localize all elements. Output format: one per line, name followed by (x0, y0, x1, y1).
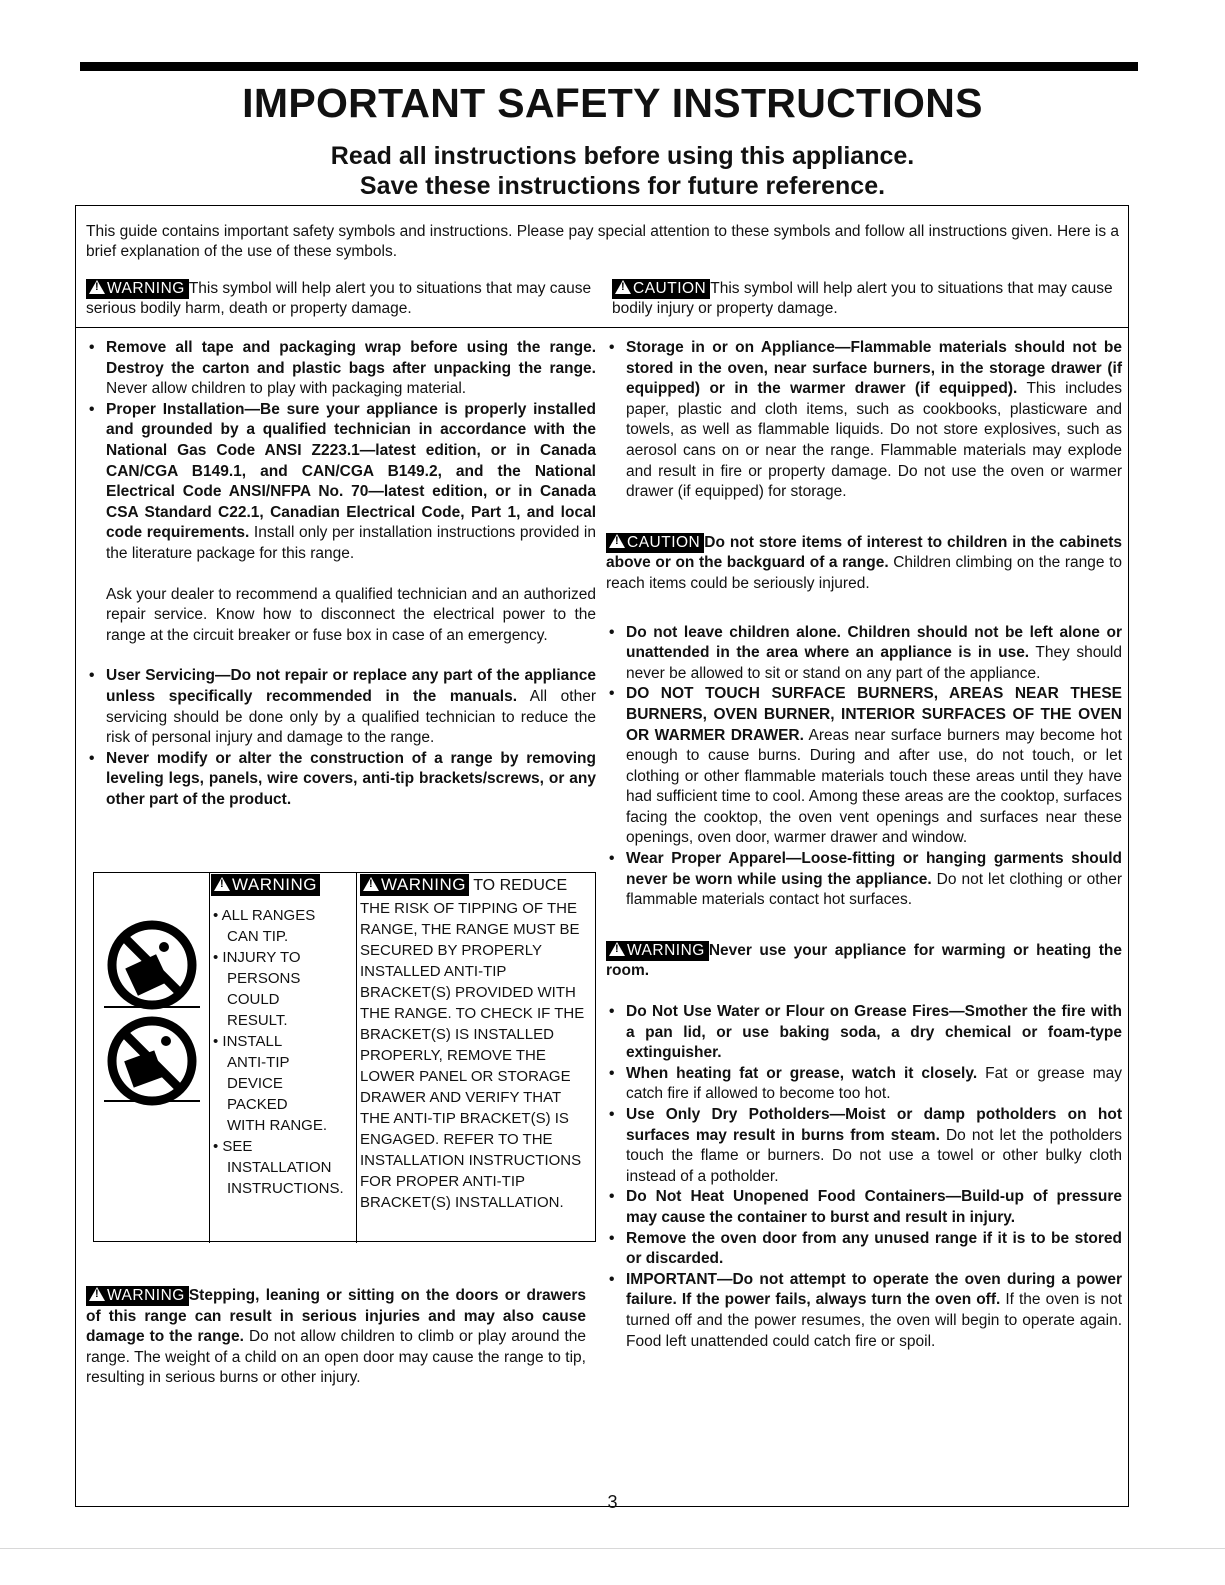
caution-badge: !CAUTION (612, 279, 710, 299)
list-item: • Proper Installation—Be sure your appliance is properly installed and grounded by a qualified technician in accordance with the National Gas Code ANSI Z223.1—latest edition, or in Canada CAN/CGA B149.1, and CAN/CGA B149.2, and the National Electrical Code ANSI/NFPA No. 70—latest edition, or in Canada CSA Standard C22.1, Canadian Electrical Code, Part 1, and local code requirements. Install only per installation instructions provided in the literature package for this range. (86, 400, 596, 565)
right-column (606, 338, 1122, 1352)
warning-badge: !WARNING (86, 279, 189, 299)
list-item: • Never modify or alter the construction of a range by removing leveling legs, panels, wire covers, anti-tip brackets/screws, or any other part of the product. (86, 749, 596, 811)
box-column-divider (356, 873, 357, 1243)
list-item: • Wear Proper Apparel—Loose-fitting or hanging garments should never be worn while using the appliance. Do not let clothing or other flammable materials contact hot surfaces. (606, 849, 1122, 911)
intro-text: This guide contains important safety symbols and instructions. Please pay special attention to these symbols and follow all instructions given. Here is a brief explanation of the use of these symbols. (86, 223, 1119, 260)
page-number: 3 (607, 1492, 618, 1512)
anti-tip-bullets: • ALL RANGES CAN TIP. • INJURY TO PERSONS COULD RESULT. • INSTALL ANTI-TIP DEVICE PACKED WITH RANGE. • SEE INSTALLATION INSTRUCTIONS. (213, 907, 344, 1197)
anti-tip-instructions: !WARNING TO REDUCE THE RISK OF TIPPING OF THE RANGE, THE RANGE MUST BE SECURED BY PROPERLY INSTALLED ANTI-TIP BRACKET(S) PROVIDED WITH THE RANGE. TO CHECK IF THE BRACKET(S) IS INSTALLED PROPERLY, REMOVE THE LOWER PANEL OR STORAGE DRAWER AND VERIFY THAT THE ANTI-TIP BRACKET(S) IS ENGAGED. REFER TO THE INSTALLATION INSTRUCTIONS FOR PROPER ANTI-TIP BRACKET(S) INSTALLATION. (360, 874, 592, 1213)
top-rule (80, 62, 1138, 71)
subtitle-save: Save these instructions for future reference. (359, 172, 886, 200)
list-item: • IMPORTANT—Do not attempt to operate the oven during a power failure. If the power fails, always turn the oven off. If the oven is not turned off and the power resumes, the oven will begin to operate again. Food left unattended could catch fire or spoil. (606, 1270, 1122, 1352)
caution-symbol-explanation: !CAUTION This symbol will help alert you to situations that may cause bodily injury or property damage. (612, 279, 1122, 319)
left-column (86, 338, 596, 810)
warning-badge: !WARNING (606, 941, 709, 961)
warning-triangle-icon (609, 534, 625, 548)
doors-warning: !WARNING Stepping, leaning or sitting on the doors or drawers of this range can result in serious injuries and may also cause damage to the range. Do not allow children to climb or play around the range. The weight of a child on an open door may cause the range to tip, resulting in serious burns or other injury. (86, 1286, 586, 1389)
warning-triangle-icon (89, 1287, 105, 1301)
list-item: • Do Not Use Water or Flour on Grease Fires—Smother the fire with a pan lid, or use baking soda, a dry chemical or foam-type extinguisher. (606, 1002, 1122, 1064)
caution-badge: !CAUTION (606, 533, 704, 553)
box-column-divider (209, 873, 210, 1243)
warning-symbol-explanation: !WARNING This symbol will help alert you to situations that may cause serious bodily harm, death or property damage. (86, 279, 596, 319)
anti-tip-warning-box (93, 872, 596, 1242)
list-item: • Do Not Heat Unopened Food Containers—Build-up of pressure may cause the container to burst and result in injury. (606, 1187, 1122, 1228)
page-title: IMPORTANT SAFETY INSTRUCTIONS (242, 80, 983, 126)
list-item: • Remove the oven door from any unused range if it is to be stored or discarded. (606, 1229, 1122, 1270)
room-heating-warning: !WARNING Never use your appliance for warming or heating the room. (606, 941, 1122, 982)
tipping-range-prohibited-icon (102, 915, 202, 1111)
list-item: • When heating fat or grease, watch it closely. Fat or grease may catch fire if allowed to become too hot. (606, 1064, 1122, 1105)
warning-badge: !WARNING (211, 874, 320, 896)
list-item: • User Servicing—Do not repair or replace any part of the appliance unless specifically recommended in the manuals. All other servicing should be done only by a qualified technician to reduce the risk of personal injury and damage to the range. (86, 666, 596, 748)
section-divider (75, 327, 1129, 328)
subtitle-read: Read all instructions before using this appliance. (330, 142, 915, 170)
list-item: • Use Only Dry Potholders—Moist or damp potholders on hot surfaces may result in burns from steam. Do not let the potholders touch the flame or burners. Do not use a towel or other bulky cloth instead of a potholder. (606, 1105, 1122, 1187)
warning-triangle-icon (609, 942, 625, 956)
list-item: • Do not leave children alone. Children should not be left alone or unattended in the area where an appliance is in use. They should never be allowed to sit or stand on any part of the appliance. (606, 623, 1122, 685)
warning-triangle-icon (89, 280, 105, 294)
list-item: • Storage in or on Appliance—Flammable materials should not be stored in the oven, near surface burners, in the storage drawer (if equipped) or in the warmer drawer (if equipped). This includes paper, plastic and cloth items, such as cookbooks, plasticware and towels, as well as flammable liquids. Do not store explosives, such as aerosol cans on or near the range. Flammable materials may explode and result in fire or property damage. Do not use the oven or warmer drawer (if equipped) for storage. (606, 338, 1122, 503)
list-item: • DO NOT TOUCH SURFACE BURNERS, AREAS NEAR THESE BURNERS, OVEN BURNER, INTERIOR SURFACES OF THE OVEN OR WARMER DRAWER. Areas near surface burners may become hot enough to cause burns. During and after use, do not touch, or let clothing or other flammable materials touch these areas until they have had sufficient time to cool. Among these areas are the cooktop, surfaces facing the cooktop, the oven vent openings and surfaces near these openings, oven door, warmer drawer and window. (606, 684, 1122, 849)
page-edge (0, 1548, 1225, 1549)
list-item: • Remove all tape and packaging wrap before using the range. Destroy the carton and plastic bags after unpacking the range. Never allow children to play with packaging material. (86, 338, 596, 400)
warning-badge: !WARNING (86, 1286, 189, 1306)
cabinet-caution: !CAUTION Do not store items of interest to children in the cabinets above or on the backguard of a range. Children climbing on the range to reach items could be seriously injured. (606, 533, 1122, 595)
warning-triangle-icon (615, 280, 631, 294)
dealer-paragraph: Ask your dealer to recommend a qualified technician and an authorized repair service. Know how to disconnect the electrical power to the range at the circuit breaker or fuse box in case of an emergency. (106, 585, 596, 644)
